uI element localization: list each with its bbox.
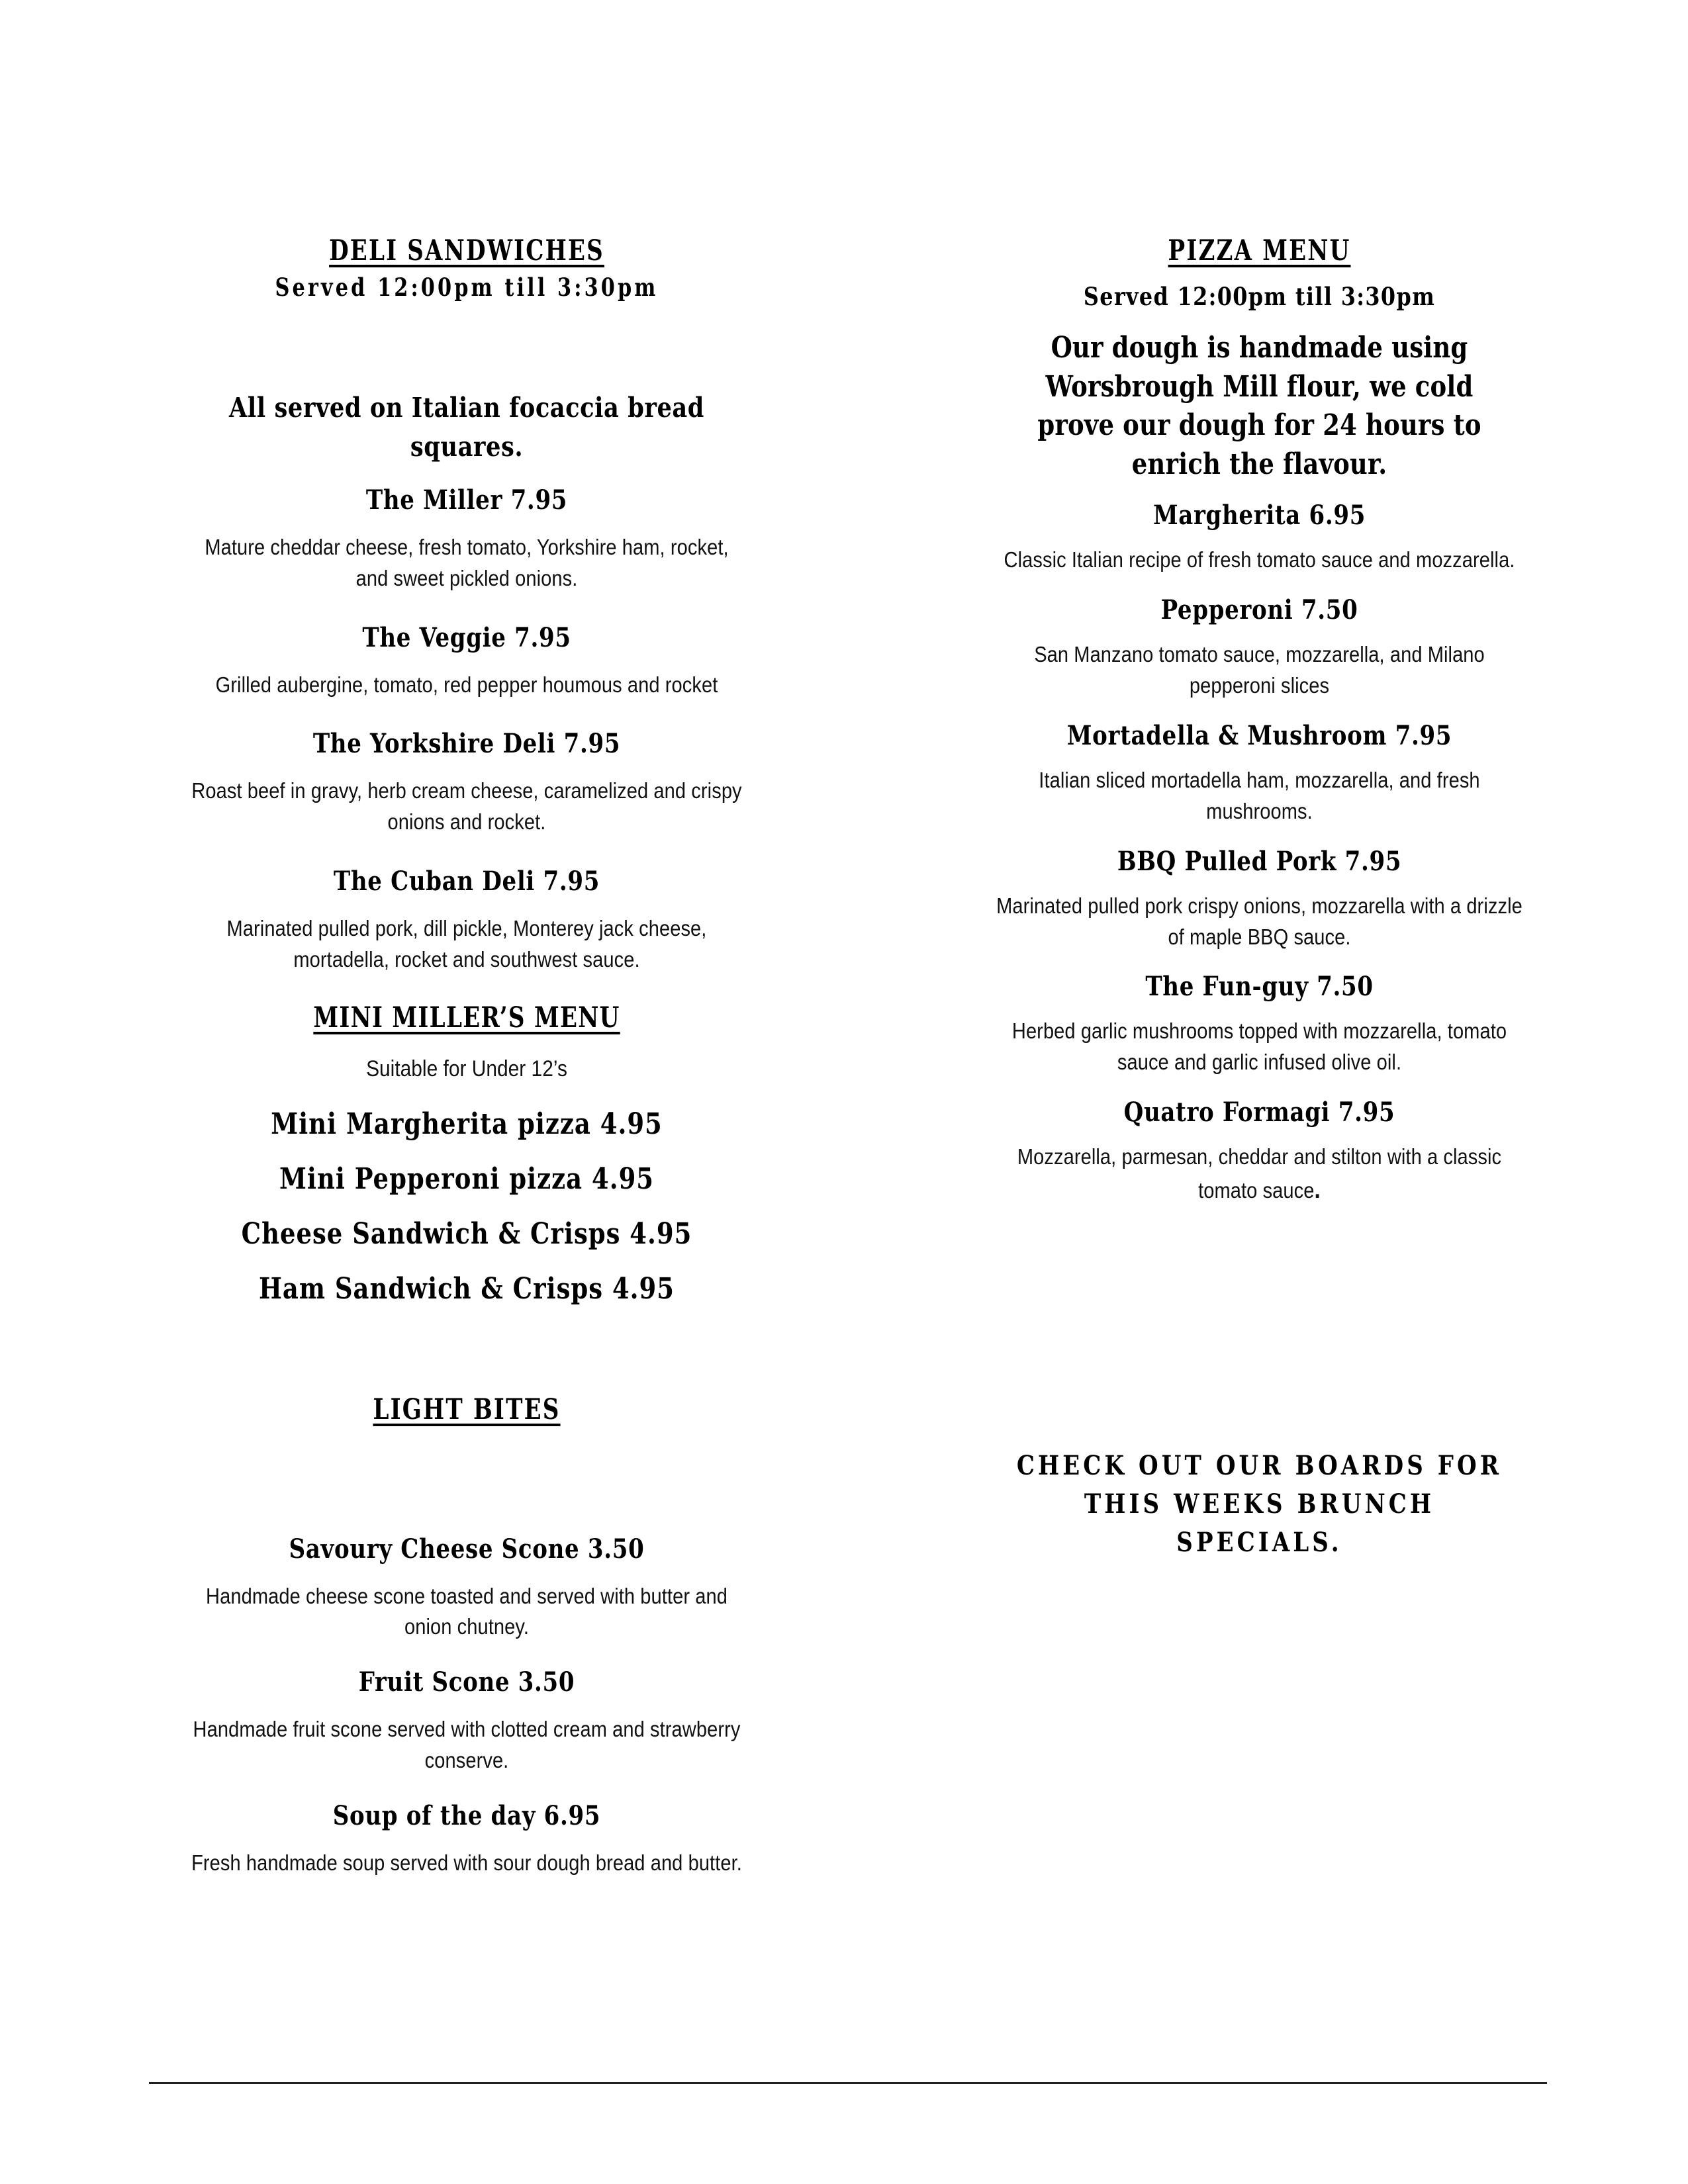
menu-item-name: Fruit Scone 3.50: [358, 1666, 575, 1698]
menu-item-description: Fresh handmade soup served with sour dough bread and butter.: [191, 1850, 742, 1875]
menu-item-description: Marinated pulled pork crispy onions, mozzarella with a drizzle of maple BBQ sauce.: [996, 893, 1523, 949]
pizza-served-times: Served 12:00pm till 3:30pm: [1083, 282, 1436, 312]
menu-item-description: Grilled aubergine, tomato, red pepper houmous and rocket: [215, 672, 718, 697]
menu-item-name: Savoury Cheese Scone 3.50: [289, 1533, 645, 1565]
deli-served-times: Served 12:00pm till 3:30pm: [275, 273, 659, 302]
pizza-menu-heading: PIZZA MENU: [1168, 234, 1351, 267]
light-bites-heading: LIGHT BITES: [373, 1393, 561, 1427]
menu-item-description: Mozzarella, parmesan, cheddar and stilton with a classic tomato sauce: [1017, 1144, 1502, 1203]
menu-item-description: Roast beef in gravy, herb cream cheese, caramelized and crispy onions and rocket.: [191, 778, 742, 835]
menu-item-name: The Cuban Deli 7.95: [333, 866, 600, 897]
menu-item-name: Mini Pepperoni pizza 4.95: [279, 1161, 655, 1196]
menu-item-name: Pepperoni 7.50: [1160, 594, 1358, 626]
menu-item-name: Mortadella & Mushroom 7.95: [1066, 720, 1452, 752]
menu-item-description: San Manzano tomato sauce, mozzarella, and Milano pepperoni slices: [1034, 642, 1485, 698]
menu-item-description: Classic Italian recipe of fresh tomato sauce and mozzarella.: [1004, 547, 1515, 572]
menu-item-name: BBQ Pulled Pork 7.95: [1117, 845, 1402, 877]
mini-millers-subnote: Suitable for Under 12’s: [366, 1056, 567, 1082]
mini-millers-menu-heading: MINI MILLER’S MENU: [313, 1001, 620, 1034]
menu-item-description: Mature cheddar cheese, fresh tomato, Yorkshire ham, rocket, and sweet pickled onions.: [205, 534, 729, 590]
menu-item-name: The Yorkshire Deli 7.95: [312, 728, 621, 760]
pizza-intro-text: Our dough is handmade using Worsbrough Mill flour, we cold prove our dough for 24 hours to enrich the flavour.: [1037, 331, 1481, 481]
menu-item-name: Quatro Formagi 7.95: [1123, 1097, 1395, 1128]
footer-divider: [149, 2082, 1547, 2084]
description-final-period: .: [1314, 1176, 1321, 1205]
brunch-specials-promo: CHECK OUT OUR BOARDS FOR THIS WEEKS BRUNCH SPECIALS.: [1016, 1450, 1503, 1559]
deli-intro-text: All served on Italian focaccia bread squares.: [229, 392, 704, 463]
menu-item-description-last: [996, 1142, 1523, 1208]
left-column: [0, 0, 821, 1879]
menu-item-name: Margherita 6.95: [1152, 500, 1366, 531]
menu-item-name: The Miller 7.95: [365, 484, 568, 516]
menu-item-name: Mini Margherita pizza 4.95: [271, 1107, 663, 1141]
menu-item-name: Soup of the day 6.95: [332, 1799, 601, 1831]
menu-item-name: The Fun-guy 7.50: [1145, 971, 1374, 1003]
menu-item-name: The Veggie 7.95: [362, 621, 571, 653]
menu-item-description: Handmade fruit scone served with clotted cream and strawberry conserve.: [193, 1717, 741, 1773]
right-column: [821, 0, 1688, 1562]
menu-item-name: Ham Sandwich & Crisps 4.95: [258, 1272, 675, 1306]
menu-item-description: Marinated pulled pork, dill pickle, Monterey jack cheese, mortadella, rocket and southwest sauce.: [226, 916, 707, 972]
menu-item-description: Herbed garlic mushrooms topped with mozzarella, tomato sauce and garlic infused olive oil.: [1011, 1019, 1507, 1075]
menu-item-name: Cheese Sandwich & Crisps 4.95: [241, 1216, 692, 1251]
menu-item-description: Handmade cheese scone toasted and served with butter and onion chutney.: [206, 1583, 727, 1639]
deli-sandwiches-heading: DELI SANDWICHES: [329, 234, 604, 267]
menu-item-description: Italian sliced mortadella ham, mozzarella, and fresh mushrooms.: [1039, 768, 1480, 823]
